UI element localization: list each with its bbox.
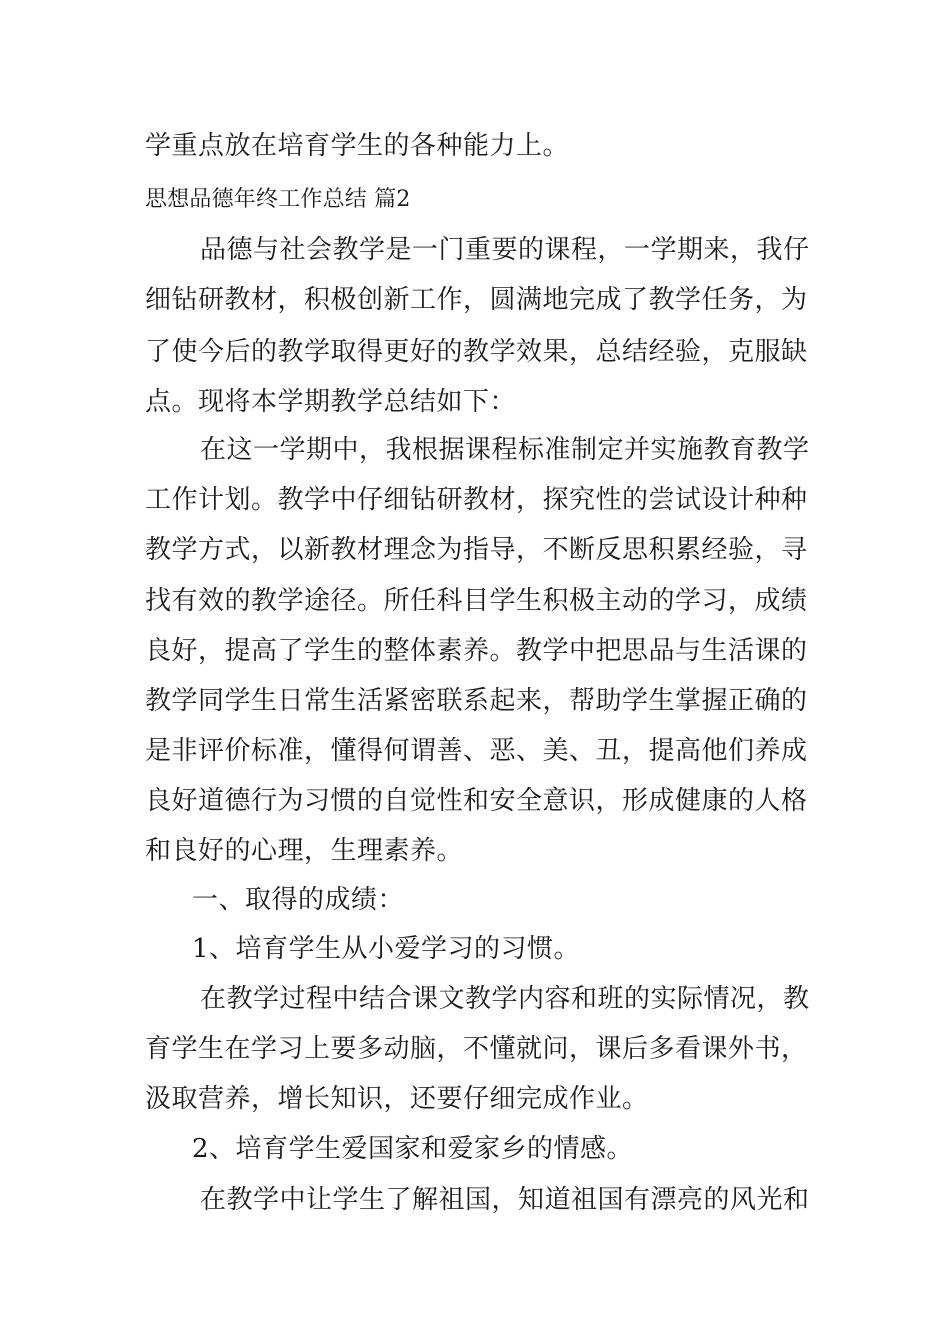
list-item: 2、培育学生爱国家和爱家乡的情感。 (192, 1134, 634, 1164)
text-line: 工作计划。教学中仔细钻研教材，探究性的尝试设计种种 (145, 485, 808, 515)
text-line: 良好，提高了学生的整体素养。教学中把思品与生活课的 (145, 636, 808, 666)
text-line: 教学方式，以新教材理念为指导，不断反思积累经验，寻 (145, 535, 808, 565)
section-heading: 思想品德年终工作总结 篇2 (145, 187, 411, 212)
text-line: 学重点放在培育学生的各种能力上。 (145, 131, 570, 161)
text-line: 汲取营养，增长知识，还要仔细完成作业。 (145, 1084, 649, 1114)
text-line: 在教学中让学生了解祖国，知道祖国有漂亮的风光和 (200, 1185, 810, 1215)
text-line: 在教学过程中结合课文教学内容和班的实际情况，教 (200, 984, 810, 1014)
text-line: 教学同学生日常生活紧密联系起来，帮助学生掌握正确的 (145, 686, 808, 716)
text-line: 良好道德行为习惯的自觉性和安全意识，形成健康的人格 (145, 786, 808, 816)
text-line: 品德与社会教学是一门重要的课程，一学期来，我仔 (200, 235, 810, 265)
text-line: 和良好的心理，生理素养。 (145, 836, 464, 866)
text-line: 细钻研教材，积极创新工作，圆满地完成了教学任务，为 (145, 285, 808, 315)
list-heading: 一、取得的成绩： (192, 885, 405, 915)
list-item: 1、培育学生从小爱学习的习惯。 (192, 934, 581, 964)
text-line: 育学生在学习上要多动脑，不懂就问，课后多看课外书， (145, 1034, 808, 1064)
text-line: 了使今后的教学取得更好的教学效果，总结经验，克服缺 (145, 337, 808, 367)
text-line: 是非评价标准，懂得何谓善、恶、美、丑，提高他们养成 (145, 736, 808, 766)
text-line: 找有效的教学途径。所任科目学生积极主动的学习，成绩 (145, 586, 808, 616)
text-line: 在这一学期中，我根据课程标准制定并实施教育教学 (200, 435, 810, 465)
text-line: 点。现将本学期教学总结如下： (145, 387, 517, 417)
